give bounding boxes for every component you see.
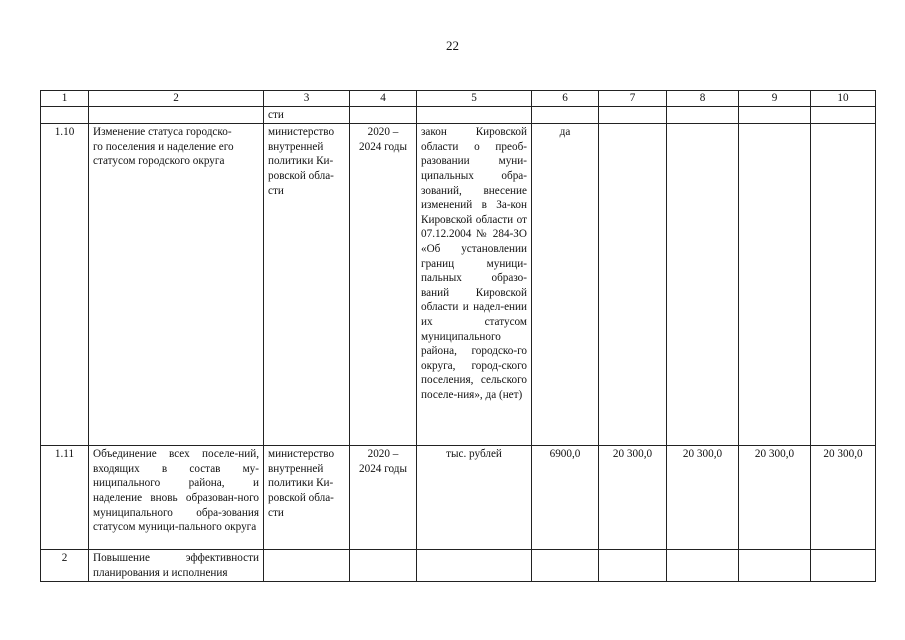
table-cell [811, 106, 876, 124]
page-number: 22 [446, 38, 459, 53]
header-cell: 9 [739, 91, 811, 107]
header-cell: 3 [264, 91, 350, 107]
table-cell [599, 106, 667, 124]
header-cell: 8 [667, 91, 739, 107]
table-cell [739, 106, 811, 124]
value-col7: 20 300,0 [599, 446, 667, 550]
value-col8: 20 300,0 [667, 446, 739, 550]
value-col10: 20 300,0 [811, 446, 876, 550]
row-number: 1.11 [41, 446, 89, 550]
header-cell: 7 [599, 91, 667, 107]
continuation-row [41, 106, 876, 124]
executor [264, 550, 350, 582]
row-number: 2 [41, 550, 89, 582]
measure-name: Изменение статуса городско- го поселения и наделение его статусом городского округа [89, 124, 264, 446]
value-col9 [739, 550, 811, 582]
indicator [417, 550, 532, 582]
header-row [41, 91, 876, 107]
executor: министерство внутренней политики Ки- ровской обла- сти [264, 124, 350, 446]
header-cell: 4 [350, 91, 417, 107]
table-cell [350, 106, 417, 124]
table-cell [41, 106, 89, 124]
continuation-text: сти [264, 106, 350, 124]
executor: министерство внутренней политики Ки- ровской обла- сти [264, 446, 350, 550]
table-row [41, 124, 876, 446]
value-col9 [739, 124, 811, 446]
header-cell: 2 [89, 91, 264, 107]
period [350, 550, 417, 582]
header-cell: 5 [417, 91, 532, 107]
value-col10 [811, 550, 876, 582]
value-col6: 6900,0 [532, 446, 599, 550]
value-col10 [811, 124, 876, 446]
value-col7 [599, 550, 667, 582]
row-number: 1.10 [41, 124, 89, 446]
table-cell [532, 106, 599, 124]
period: 2020 – 2024 годы [350, 446, 417, 550]
table-cell [417, 106, 532, 124]
table-cell [667, 106, 739, 124]
table-cell [89, 106, 264, 124]
table-row [41, 550, 876, 582]
value-col6 [532, 550, 599, 582]
value-col9: 20 300,0 [739, 446, 811, 550]
value-col6: да [532, 124, 599, 446]
period: 2020 – 2024 годы [350, 124, 417, 446]
table-row [41, 446, 876, 550]
header-cell: 10 [811, 91, 876, 107]
measure-name: Повышение эффективности планирования и исполнения [89, 550, 264, 582]
indicator: закон Кировской области о преоб-разовании муни-ципальных обра-зований, внесение изменений в За-кон Кировской области от 07.12.2004 № 284-ЗО «Об установлении границ муници-пальных образо-ваний Кировской области и надел-ении их статусом муниципального района, городско-го округа, город-ского поселения, сельского поселе-ния», да (нет) [417, 124, 532, 446]
plan-table [40, 90, 876, 582]
value-col8 [667, 550, 739, 582]
value-col7 [599, 124, 667, 446]
header-cell: 6 [532, 91, 599, 107]
value-col8 [667, 124, 739, 446]
measure-name: Объединение всех поселе-ний, входящих в состав му-ниципального района, и наделение вновь образован-ного муниципального обра-зования статусом муници-пального округа [89, 446, 264, 550]
header-cell: 1 [41, 91, 89, 107]
indicator: тыс. рублей [417, 446, 532, 550]
